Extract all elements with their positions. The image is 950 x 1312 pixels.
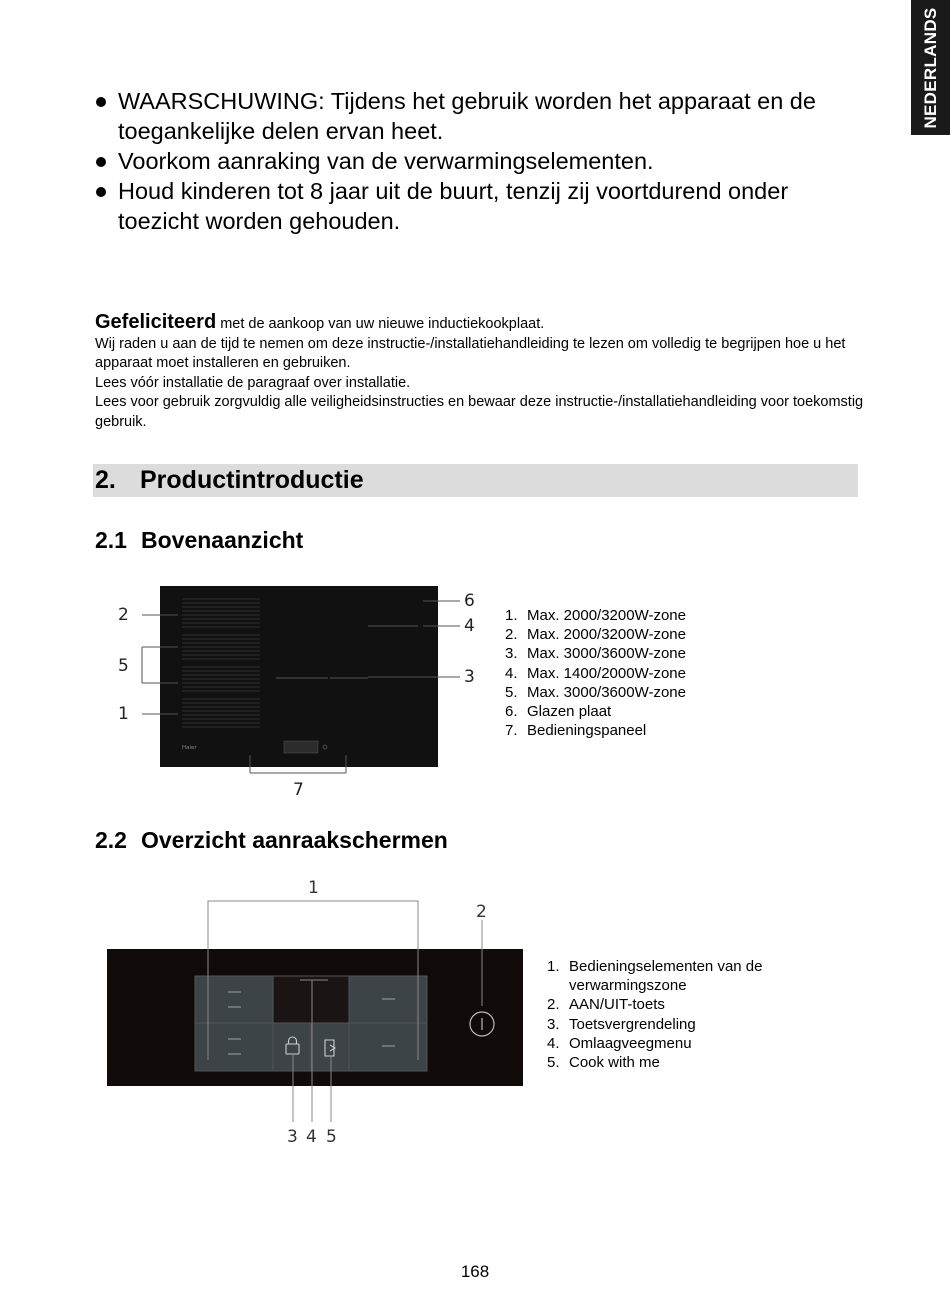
heating-zone-key <box>195 1023 273 1071</box>
legend-item <box>547 995 807 1014</box>
legend-item <box>505 683 765 702</box>
legend-number: 1. <box>547 958 560 975</box>
subsection-number: 2.2 <box>95 827 127 853</box>
legend-number: 6. <box>505 703 518 721</box>
callout-7: 7 <box>293 780 304 800</box>
warning-item: Voorkom aanraking van de verwarmingselementen. <box>95 146 875 176</box>
legend-text: Max. 2000/3200W-zone <box>527 626 686 644</box>
legend-number: 5. <box>505 683 518 701</box>
callout-2: 2 <box>118 605 129 625</box>
intro-text <box>95 313 865 432</box>
intro-lead <box>95 313 865 335</box>
legend-text: Glazen plaat <box>527 703 612 721</box>
legend-number: 3. <box>547 1015 560 1033</box>
language-tab-label: NEDERLANDS <box>920 6 940 129</box>
legend-text: Omlaagveegmenu <box>569 1034 692 1052</box>
warning-item: WAARSCHUWING: Tijdens het gebruik worden het apparaat en de toegankelijke delen ervan heet. <box>95 86 875 146</box>
callout-3: 3 <box>464 667 475 687</box>
display-panel <box>284 741 318 753</box>
legend-text: Max. 3000/3600W-zone <box>527 645 686 663</box>
legend-item <box>505 606 765 625</box>
legend-item <box>547 1053 807 1072</box>
section-number: 2. <box>95 466 116 494</box>
legend-number: 4. <box>505 664 518 682</box>
legend-item <box>547 1034 807 1053</box>
brand-logo: Haier <box>182 745 197 751</box>
subsection-heading-top-view <box>95 527 304 554</box>
callout-1: 1 <box>308 878 319 898</box>
top-view-legend <box>505 606 765 740</box>
intro-line: Lees voor gebruik zorgvuldig alle veiligheidsinstructies en bewaar deze instructie-/installatiehandleiding voor toekomstig gebruik. <box>95 394 864 430</box>
subsection-title: Overzicht aanraakschermen <box>141 827 448 853</box>
legend-number: 4. <box>547 1034 560 1052</box>
legend-text: Bedieningselementen van de verwarmingszone <box>569 958 763 995</box>
language-tab <box>911 0 950 135</box>
legend-item <box>505 664 765 683</box>
legend-number: 7. <box>505 722 518 740</box>
touch-control-diagram <box>100 870 530 1155</box>
legend-text: Bedieningspaneel <box>527 722 647 740</box>
swipe-down-menu-area <box>273 976 349 1023</box>
legend-item <box>505 702 765 721</box>
cook-with-me-key <box>311 1023 349 1071</box>
legend-number: 2. <box>505 626 518 644</box>
legend-text: Max. 1400/2000W-zone <box>527 664 686 682</box>
warning-list <box>95 86 875 236</box>
legend-item <box>505 625 765 644</box>
section-title: Productintroductie <box>140 466 364 494</box>
legend-number: 5. <box>547 1054 560 1072</box>
callout-3: 3 <box>287 1127 298 1147</box>
callout-5: 5 <box>118 656 129 676</box>
page-number: 168 <box>460 1262 490 1281</box>
touch-control-legend <box>547 957 807 1072</box>
subsection-title: Bovenaanzicht <box>141 527 304 553</box>
callout-4: 4 <box>464 616 475 636</box>
cooktop-top-view-diagram <box>100 580 500 805</box>
legend-text: AAN/UIT-toets <box>569 996 665 1014</box>
key-lock-key <box>273 1023 311 1071</box>
legend-item <box>505 644 765 663</box>
legend-item <box>547 957 807 995</box>
legend-text: Toetsvergrendeling <box>569 1015 696 1033</box>
control-keys <box>195 976 427 1071</box>
legend-item <box>547 1015 807 1034</box>
legend-item <box>505 721 765 740</box>
callout-5: 5 <box>326 1127 337 1147</box>
intro-line: Wij raden u aan de tijd te nemen om deze instructie-/installatiehandleiding te lezen om volledig te begrijpen hoe u het apparaat moet installeren en gebruiken. <box>95 335 846 371</box>
section-heading <box>93 464 858 497</box>
heating-zone-key <box>195 976 273 1023</box>
legend-number: 3. <box>505 645 518 663</box>
legend-number: 2. <box>547 996 560 1014</box>
callout-2: 2 <box>476 902 487 922</box>
intro-bold-lead: Gefeliciteerd <box>95 311 217 333</box>
subsection-heading-touch-controls <box>95 827 448 854</box>
callout-1: 1 <box>118 704 129 724</box>
intro-lead-rest: met de aankoop van uw nieuwe inductiekookplaat. <box>216 316 545 332</box>
warning-item: Houd kinderen tot 8 jaar uit de buurt, tenzij zij voortdurend onder toezicht worden gehouden. <box>95 176 875 236</box>
intro-line: Lees vóór installatie de paragraaf over installatie. <box>95 374 411 391</box>
legend-text: Max. 2000/3200W-zone <box>527 607 686 624</box>
callout-4: 4 <box>306 1127 317 1147</box>
subsection-number: 2.1 <box>95 527 127 553</box>
legend-number: 1. <box>505 607 518 624</box>
heating-zone-key <box>349 1023 427 1071</box>
callout-6: 6 <box>464 591 475 611</box>
legend-text: Max. 3000/3600W-zone <box>527 683 686 701</box>
legend-text: Cook with me <box>569 1054 660 1072</box>
